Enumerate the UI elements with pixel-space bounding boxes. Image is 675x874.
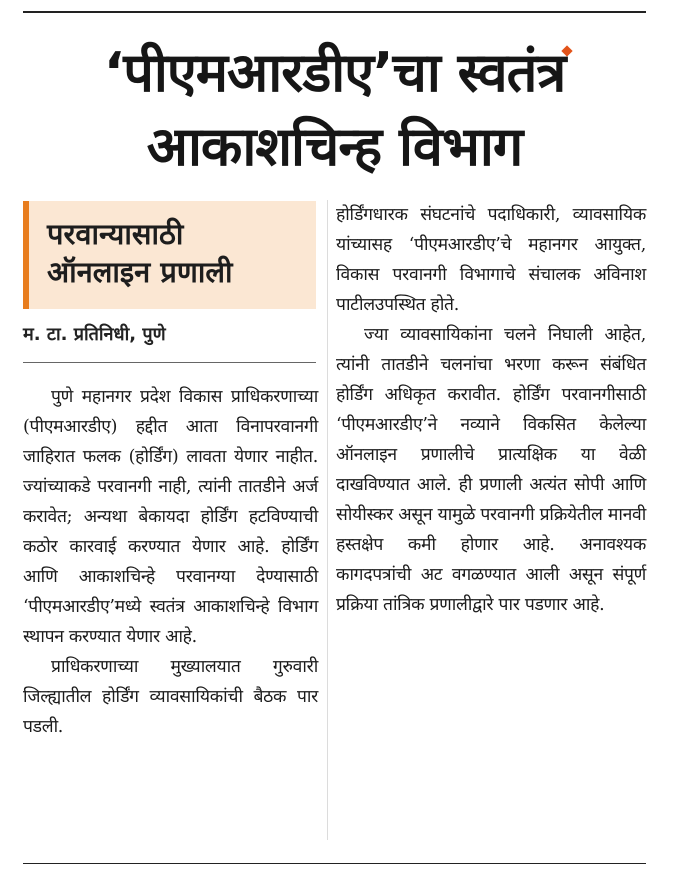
- byline: म. टा. प्रतिनिधी, पुणे: [23, 324, 166, 345]
- headline-line-2: आकाशचिन्ह विभाग: [146, 115, 523, 178]
- bottom-rule: [23, 863, 646, 864]
- column2-paragraph-2: ज्या व्यावसायिकांना चलने निघाली आहेत, त्यांनी तातडीने चलनांचा भरणा करून संबंधित होर्डिंग अधिकृत करावीत. होर्डिंग परवानगीसाठी ‘पीएमआरडीए’ने नव्याने विकसित केलेल्या ऑनलाइन प्रणालीचे प्रात्यक्षिक या वेळी दाखविण्यात आले. ही प्रणाली अत्यंत सोपी आणि सोयीस्कर असून यामुळे परवानगी प्रक्रियेतील मानवी हस्तक्षेप कमी होणार आहे. अनावश्यक कागदपत्रांची अट वगळण्यात आली असून संपूर्ण प्रक्रिया तांत्रिक प्रणालीद्वारे पार पडणार आहे.: [336, 325, 646, 615]
- column2-paragraph-1: होर्डिंगधारक संघटनांचे पदाधिकारी, व्यावसायिक यांच्यासह ‘पीएमआरडीए’चे महानगर आयुक्त, विकास परवानगी विभागाचे संचालक अविनाश पाटीलउपस्थित होते.: [336, 205, 646, 315]
- column1-paragraph-2: प्राधिकरणाच्या मुख्यालयात गुरुवारी जिल्ह्यातील होर्डिंग व्यावसायिकांची बैठक पार पडली.: [23, 657, 318, 737]
- headline: [23, 36, 646, 184]
- kicker-line-1: परवान्यासाठी: [47, 217, 184, 251]
- article-column-1: [23, 382, 318, 742]
- top-rule: [23, 11, 646, 13]
- kicker-box: [23, 201, 316, 309]
- article-column-2: [336, 200, 646, 620]
- headline-line-1: ‘पीएमआरडीए’चा स्वतंत्र: [103, 41, 566, 104]
- byline-rule: [23, 362, 316, 363]
- column-divider: [327, 200, 328, 840]
- column1-paragraph-1: पुणे महानगर प्रदेश विकास प्राधिकरणाच्या (पीएमआरडीए) हद्दीत आता विनापरवानगी जाहिरात फलक (होर्डिंग) लावता येणार नाहीत. ज्यांच्याकडे परवानगी नाही, त्यांनी तातडीने अर्ज करावेत; अन्यथा बेकायदा होर्डिंग हटविण्याची कठोर कारवाई करण्यात येणार आहे. होर्डिंग आणि आकाशचिन्हे परवानग्या देण्यासाठी ‘पीएमआरडीए’मध्ये स्वतंत्र आकाशचिन्हे विभाग स्थापन करण्यात येणार आहे.: [23, 387, 318, 647]
- kicker-line-2: ऑनलाइन प्रणाली: [47, 255, 233, 289]
